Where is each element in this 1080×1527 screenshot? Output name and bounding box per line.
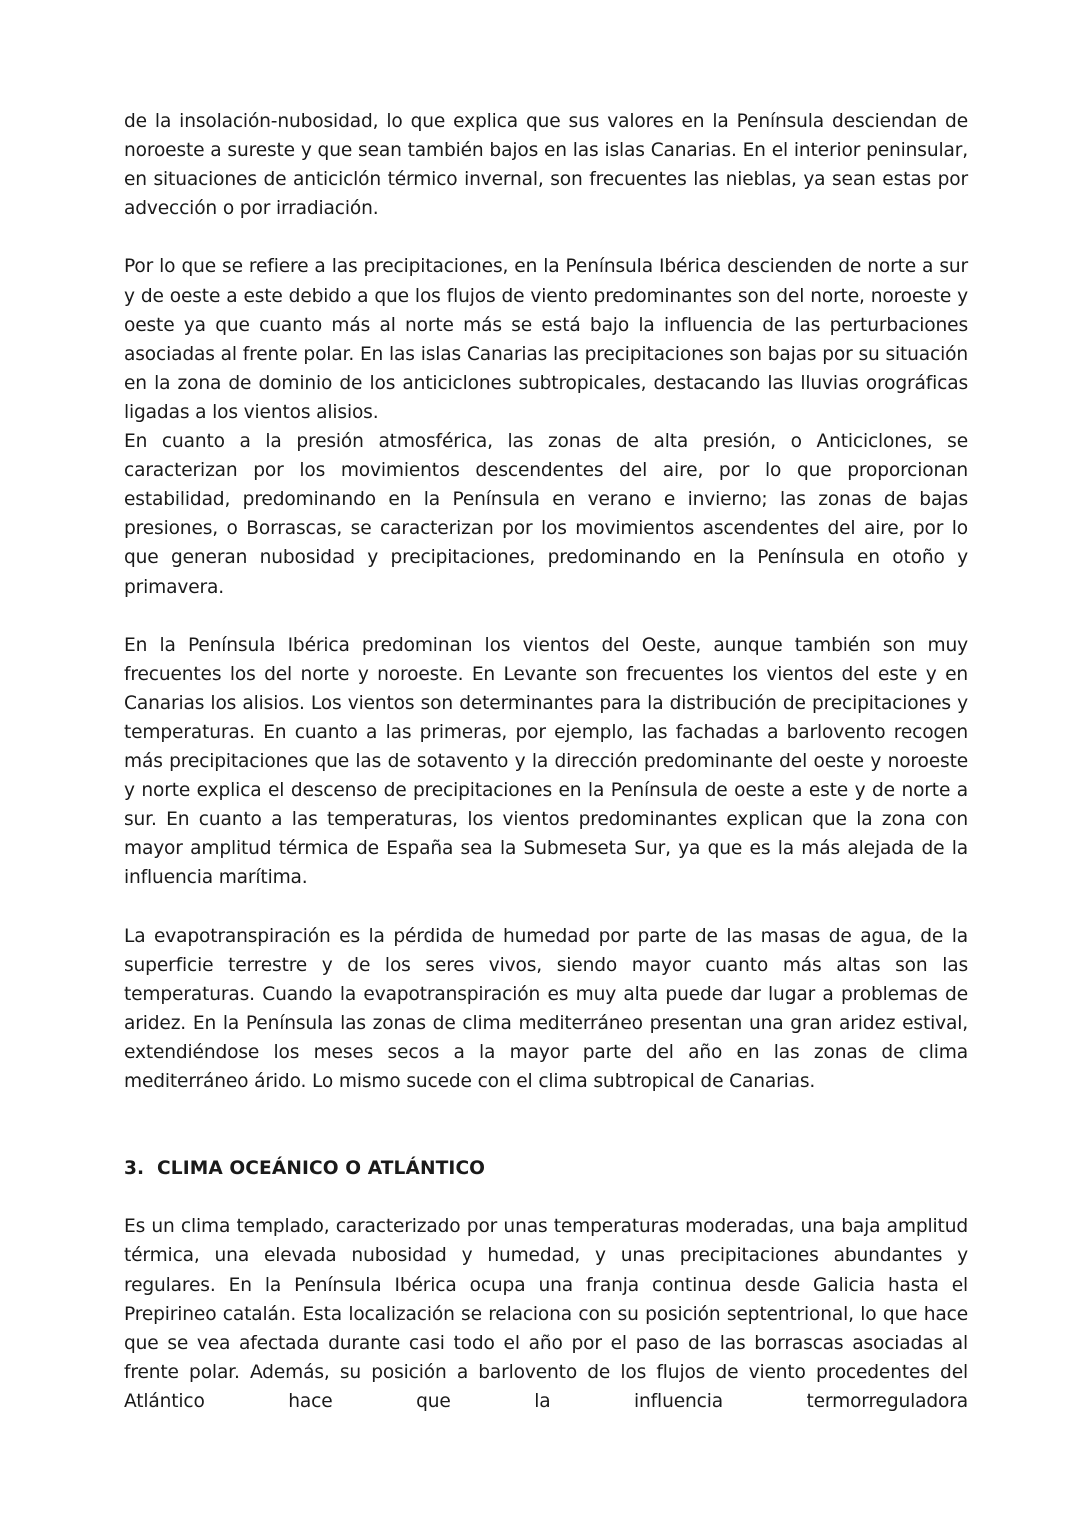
paragraph-insolation-nubosity: de la insolación-nubosidad, lo que explica que sus valores en la Península desciendan de noroeste a sureste y que sean también bajos en las islas Canarias. En el interior peninsular, en situaciones de anticiclón térmico invernal, son frecuentes las nieblas, ya sean estas por advección o por irradiación. [124,111,968,220]
paragraph-spacer [124,223,968,252]
paragraph-oceanic-climate: Es un clima templado, caracterizado por unas temperaturas moderadas, una baja amplitud térmica, una elevada nubosidad y humedad, y unas precipitaciones abundantes y regulares. En la Península Ibérica ocupa una franja continua desde Galicia hasta el Prepirineo catalán. Esta localización se relaciona con su posición septentrional, lo que hace que se vea afectada durante casi todo el año por el paso de las borrascas asociadas al frente polar. Además, su posición a barlovento de los flujos de viento procedentes del Atlántico hace que la influencia termorreguladora [124,1216,968,1412]
section-title: CLIMA OCEÁNICO O ATLÁNTICO [157,1158,486,1180]
paragraph-spacer [124,1183,968,1212]
paragraph-precipitation: Por lo que se refiere a las precipitaciones, en la Península Ibérica descienden de norte a sur y de oeste a este debido a que los flujos de viento predominantes son del norte, noroeste y oeste ya que cuanto más al norte más se está bajo la influencia de las perturbaciones asociadas al frente polar. En las islas Canarias las precipitaciones son bajas por su situación en la zona de dominio de los anticiclones subtropicales, destacando las lluvias orográficas ligadas a los vientos alisios. [124,256,968,423]
paragraph-spacer [124,893,968,922]
paragraph-spacer [124,602,968,631]
paragraph-evapotranspiration: La evapotranspiración es la pérdida de humedad por parte de las masas de agua, de la superficie terrestre y de los seres vivos, siendo mayor cuanto más altas son las temperaturas. Cuando la evapotranspiración es muy alta puede dar lugar a problemas de aridez. En la Península las zonas de clima mediterráneo presentan una gran aridez estival, extendiéndose los meses secos a la mayor parte del año en las zonas de clima mediterráneo árido. Lo mismo sucede con el clima subtropical de Canarias. [124,925,968,1093]
section-spacer [124,1096,968,1154]
section-number: 3. [124,1158,145,1180]
paragraph-atmospheric-pressure: En cuanto a la presión atmosférica, las zonas de alta presión, o Anticiclones, se caracterizan por los movimientos descendentes del aire, por lo que proporcionan estabilidad, predominando en la Península en verano e invierno; las zonas de bajas presiones, o Borrascas, se caracterizan por los movimientos ascendentes del aire, por lo que generan nubosidad y precipitaciones, predominando en la Península en otoño y primavera. [124,431,968,598]
paragraph-winds: En la Península Ibérica predominan los vientos del Oeste, aunque también son muy frecuentes los del norte y noroeste. En Levante son frecuentes los vientos del este y en Canarias los alisios. Los vientos son determinantes para la distribución de precipitaciones y temperaturas. En cuanto a las primeras, por ejemplo, las fachadas a barlovento recogen más precipitaciones que las de sotavento y la dirección predominante del oeste y noroeste y norte explica el descenso de precipitaciones en la Península de oeste a este y de norte a sur. En cuanto a las temperaturas, los vientos predominantes explican que la zona con mayor amplitud térmica de España sea la Submeseta Sur, ya que es la más alejada de la influencia marítima. [124,634,968,889]
section-heading [124,1154,968,1183]
document-page [124,107,968,1416]
